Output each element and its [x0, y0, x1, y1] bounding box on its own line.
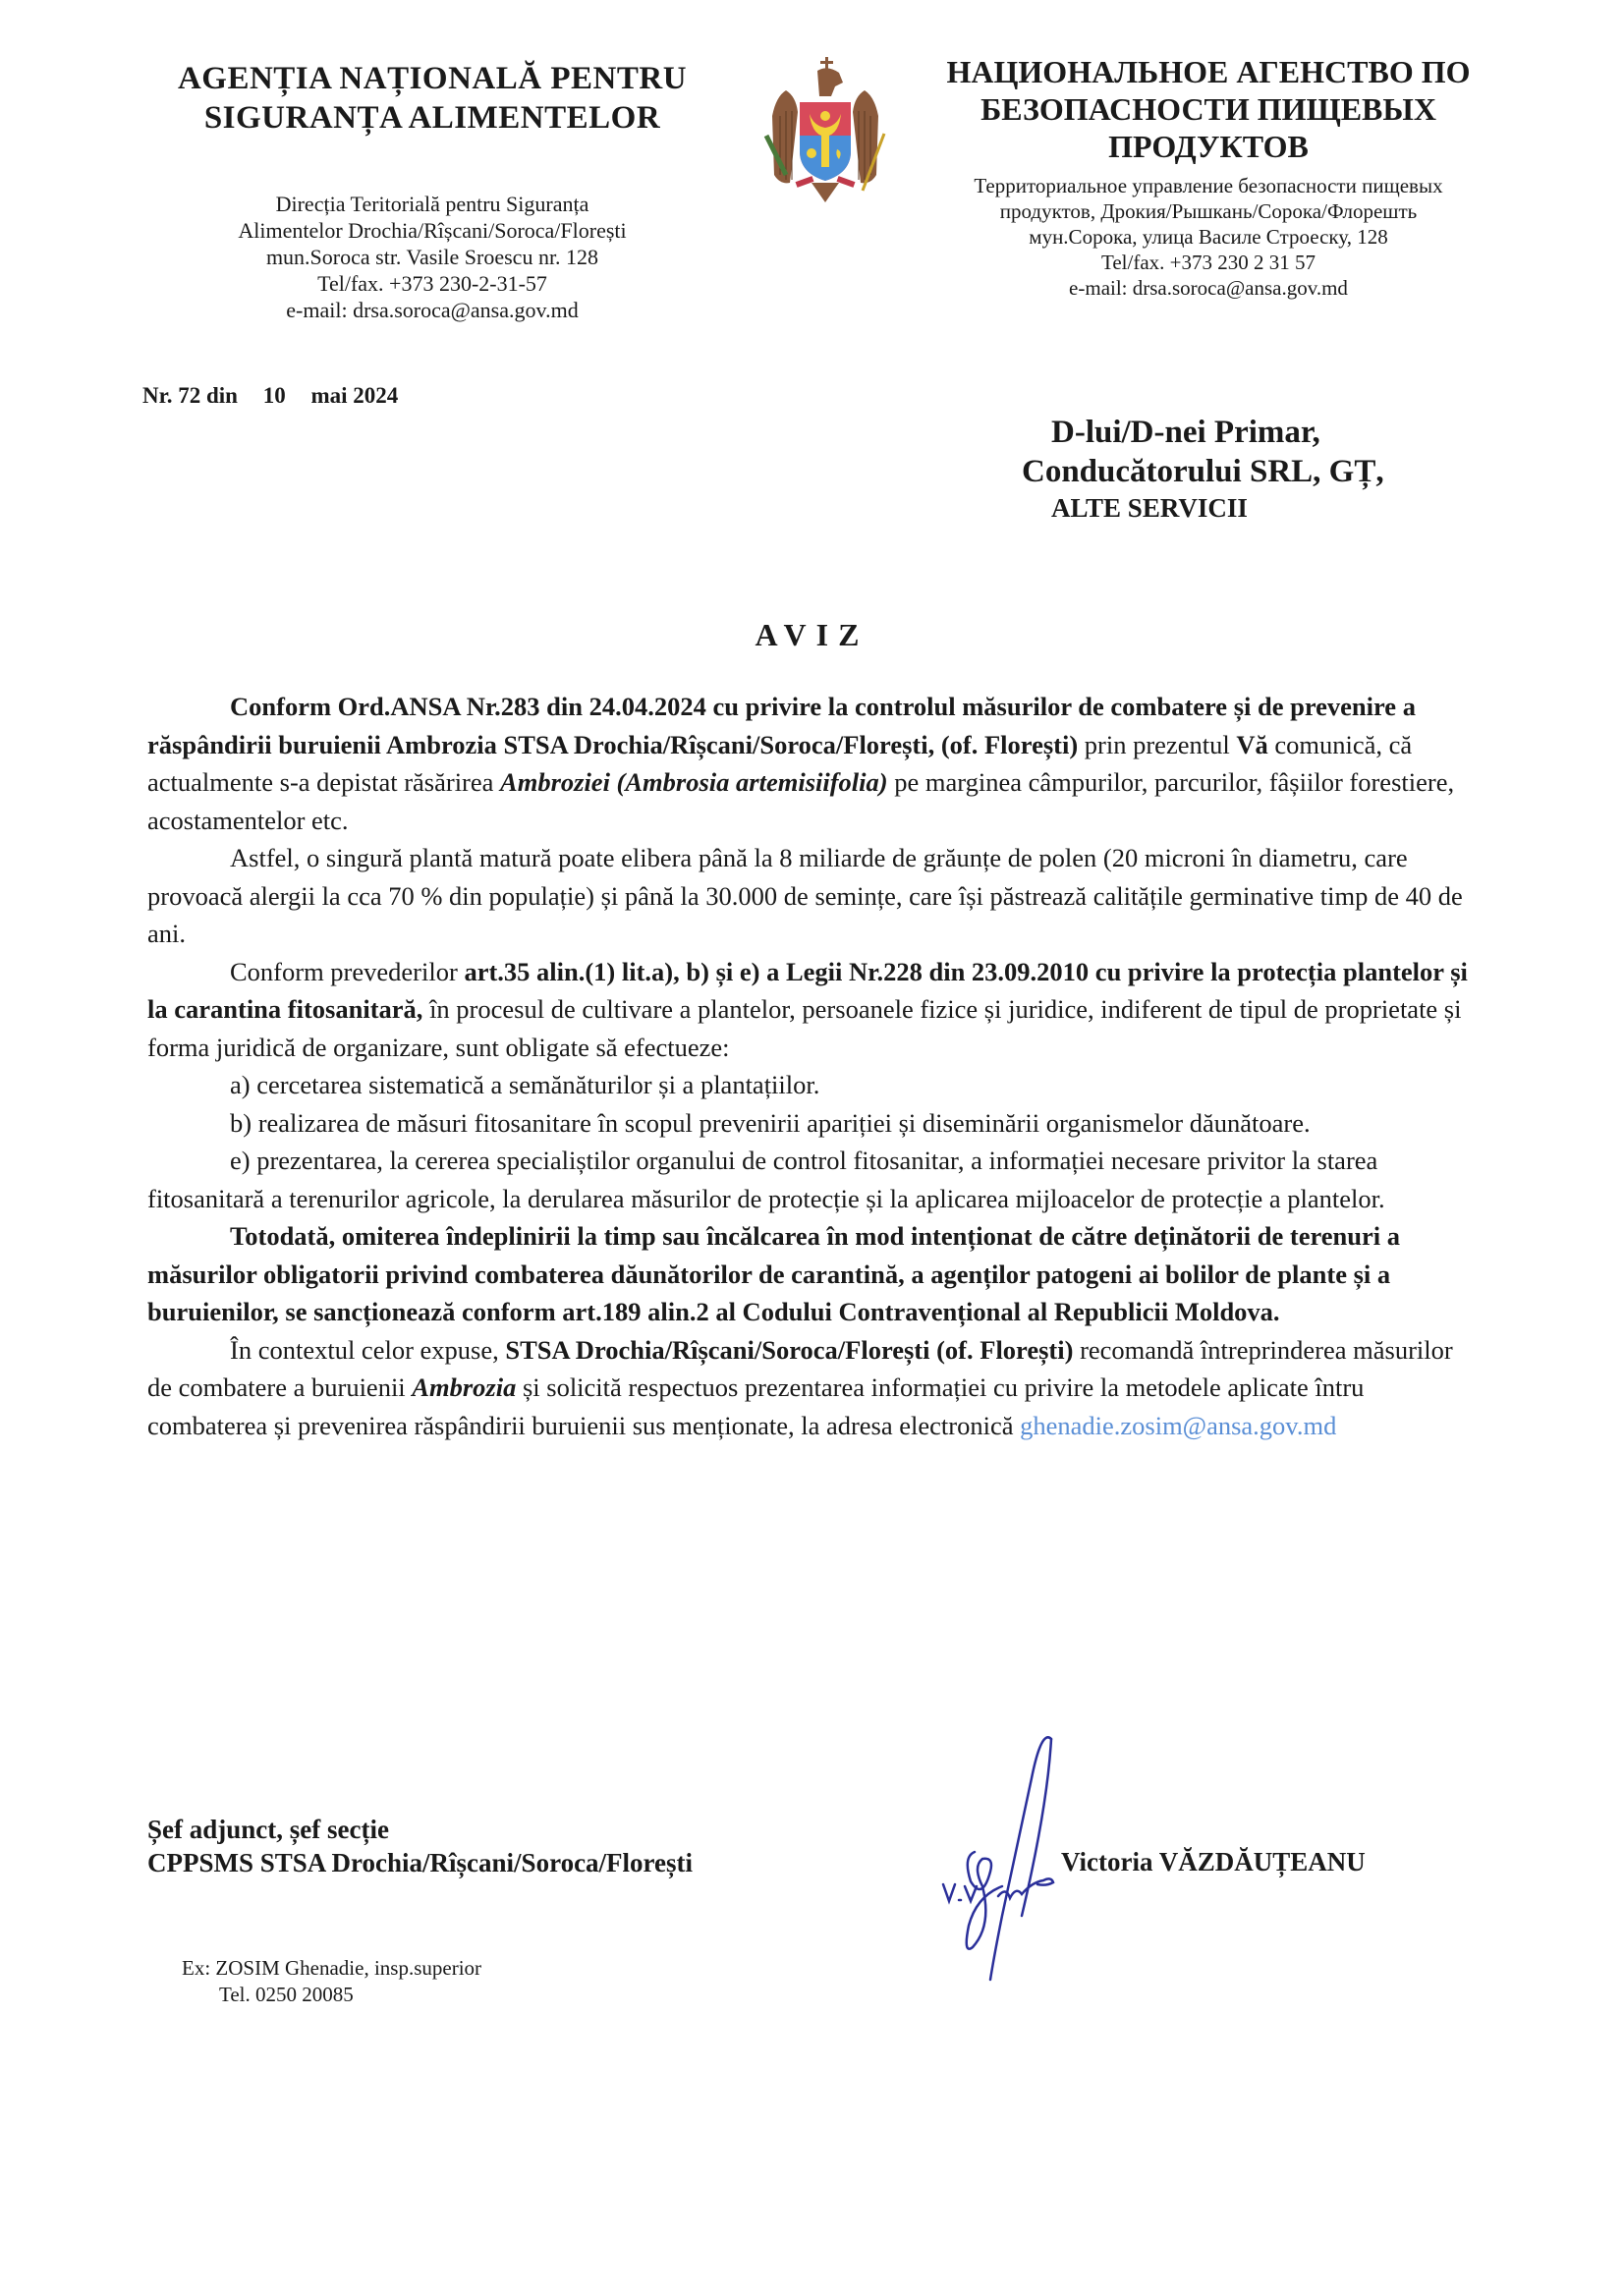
moldova-coat-of-arms-icon [756, 57, 894, 204]
document-body [147, 688, 1474, 1444]
address-ru-line3: мун.Сорока, улица Василе Строеску, 128 [1029, 225, 1388, 249]
recipient-line3: ALTE SERVICII [1051, 493, 1248, 523]
document-nr-label: Nr. 72 din [142, 383, 238, 408]
phone-ro: Tel/fax. +373 230-2-31-57 [317, 271, 547, 296]
p1-text1: prin prezentul [1078, 729, 1237, 759]
paragraph-4 [147, 1217, 1474, 1331]
position-line2: CPPSMS STSA Drochia/Rîșcani/Soroca/Florești [147, 1848, 694, 1877]
document-day: 10 [262, 383, 286, 408]
paragraph-5 [147, 1331, 1474, 1445]
paragraph-3 [147, 953, 1474, 1067]
executor-phone: Tel. 0250 20085 [219, 1983, 354, 2006]
p3-text2: în procesul de cultivare a plantelor, persoanele fizice și juridice, indiferent de tipul de proprietate și forma juridică de organizare, sunt obligate să efectueze: [147, 994, 1462, 1062]
p5-text2: recomandă întreprinderea măsurilor de combatere a buruienii [147, 1334, 1453, 1402]
signatory-name: Victoria VĂZDĂUȚEANU [1061, 1847, 1366, 1876]
address-ru-line2: продуктов, Дрокия/Рышкань/Сорока/Флорешть [999, 199, 1418, 223]
recipient-line1: D-lui/D-nei Primar, [1051, 415, 1320, 450]
agency-name-ru-line1: НАЦИОНАЛЬНОЕ АГЕНСТВО ПО [946, 54, 1471, 89]
p1-text3: pe marginea câmpurilor, parcurilor, fâșiilor forestiere, acostamentelor etc. [147, 767, 1455, 835]
address-ro-line2: Alimentelor Drochia/Rîșcani/Soroca/Florești [238, 218, 627, 243]
p3-text1: Conform prevederilor [230, 956, 465, 986]
agency-address-ro [157, 191, 707, 323]
executor-name: Ex: ZOSIM Ghenadie, insp.superior [182, 1956, 482, 1980]
p5-text3: și solicită respectuos prezentarea informației cu privire la metodele aplicate întru combaterea și prevenirea răspândirii buruienii sus menționate, la adresa electronică [147, 1372, 1365, 1440]
list-item-b: b) realizarea de măsuri fitosanitare în scopul prevenirii apariției și diseminării organismelor dăunătoare. [230, 1107, 1311, 1138]
agency-name-ru-line3: ПРОДУКТОВ [1108, 129, 1309, 164]
recipient-line2: Conducătorului SRL, GȚ, [1022, 454, 1384, 489]
header-left [157, 59, 707, 323]
paragraph-2: Astfel, o singură plantă matură poate elibera până la 8 miliarde de grăunțe de polen (20 microni în diametru, care provoacă alergii la cca 70 % din populație) și până la 30.000 de semințe, care își păstrează calitățile germinative timp de 40 de ani. [147, 843, 1463, 948]
executor-info [182, 1955, 481, 2008]
document-number [142, 383, 398, 409]
document-month-year: mai 2024 [310, 383, 399, 408]
list-item-a: a) cercetarea sistematică a semănăturilor și a plantațiilor. [230, 1070, 820, 1099]
contact-email-link[interactable]: ghenadie.zosim@ansa.gov.md [1020, 1410, 1337, 1440]
email-ru: e-mail: drsa.soroca@ansa.gov.md [1069, 276, 1348, 300]
address-ru-line1: Территориальное управление безопасности пищевых [974, 174, 1443, 197]
header-right [904, 53, 1513, 301]
agency-name-ro-line2: SIGURANȚA ALIMENTELOR [203, 100, 661, 136]
phone-ru: Tel/fax. +373 230 2 31 57 [1100, 251, 1316, 274]
address-ro-line3: mun.Soroca str. Vasile Sroescu nr. 128 [265, 245, 599, 269]
recipient-block [1022, 413, 1384, 525]
signatory-position [147, 1813, 693, 1879]
email-ro: e-mail: drsa.soroca@ansa.gov.md [286, 298, 579, 322]
p5-text1: În contextul celor expuse, [230, 1334, 506, 1365]
agency-name-ro [157, 59, 707, 138]
p1-bold: Conform Ord.ANSA Nr.283 din 24.04.2024 cu privire la controlul măsurilor de combatere și de prevenire a răspândirii buruienii Ambrozia STSA Drochia/Rîșcani/Soroca/Florești, (of. Florești) [147, 692, 1416, 759]
agency-name-ru-line2: БЕЗОПАСНОСТИ ПИЩЕВЫХ [980, 91, 1436, 127]
p5-italic: Ambrozia [412, 1372, 517, 1402]
document-title: AVIZ [755, 617, 869, 652]
agency-name-ru [904, 53, 1513, 165]
p1-italic: Ambroziei (Ambrosia artemisiifolia) [500, 767, 888, 797]
handwritten-signature-icon [904, 1690, 1100, 1985]
p1-bold2: Vă [1236, 729, 1268, 759]
address-ro-line1: Direcția Teritorială pentru Siguranța [275, 192, 589, 216]
p1-text2: comunică, că actualmente s-a depistat răsărirea [147, 729, 1413, 797]
p5-bold: STSA Drochia/Rîșcani/Soroca/Florești (of. Florești) [505, 1334, 1074, 1365]
list-item-e: e) prezentarea, la cererea specialiștilor organului de control fitosanitar, a informației necesare privitor la starea fitosanitară a terenurilor agricole, la derularea măsurilor de protecție și la aplicarea mijloacelor de protecție a plantelor. [147, 1146, 1385, 1213]
agency-address-ru [904, 173, 1513, 301]
p3-bold: art.35 alin.(1) lit.a), b) și e) a Legii Nr.228 din 23.09.2010 cu privire la protecția plantelor și la carantina fitosanitară, [147, 956, 1468, 1024]
paragraph-1 [147, 688, 1474, 839]
agency-name-ro-line1: AGENȚIA NAȚIONALĂ PENTRU [177, 61, 688, 96]
p4-bold: Totodată, omiterea îndeplinirii la timp sau încălcarea în mod intenționat de către deținătorii de terenuri a măsurilor obligatorii privind combaterea dăunătorilor de carantină, a agenților patogeni ai bolilor de plante și a buruienilor, se sancționează conform art.189 alin.2 al Codului Contravențional al Republicii Moldova. [147, 1221, 1400, 1326]
position-line1: Șef adjunct, șef secție [147, 1815, 389, 1844]
